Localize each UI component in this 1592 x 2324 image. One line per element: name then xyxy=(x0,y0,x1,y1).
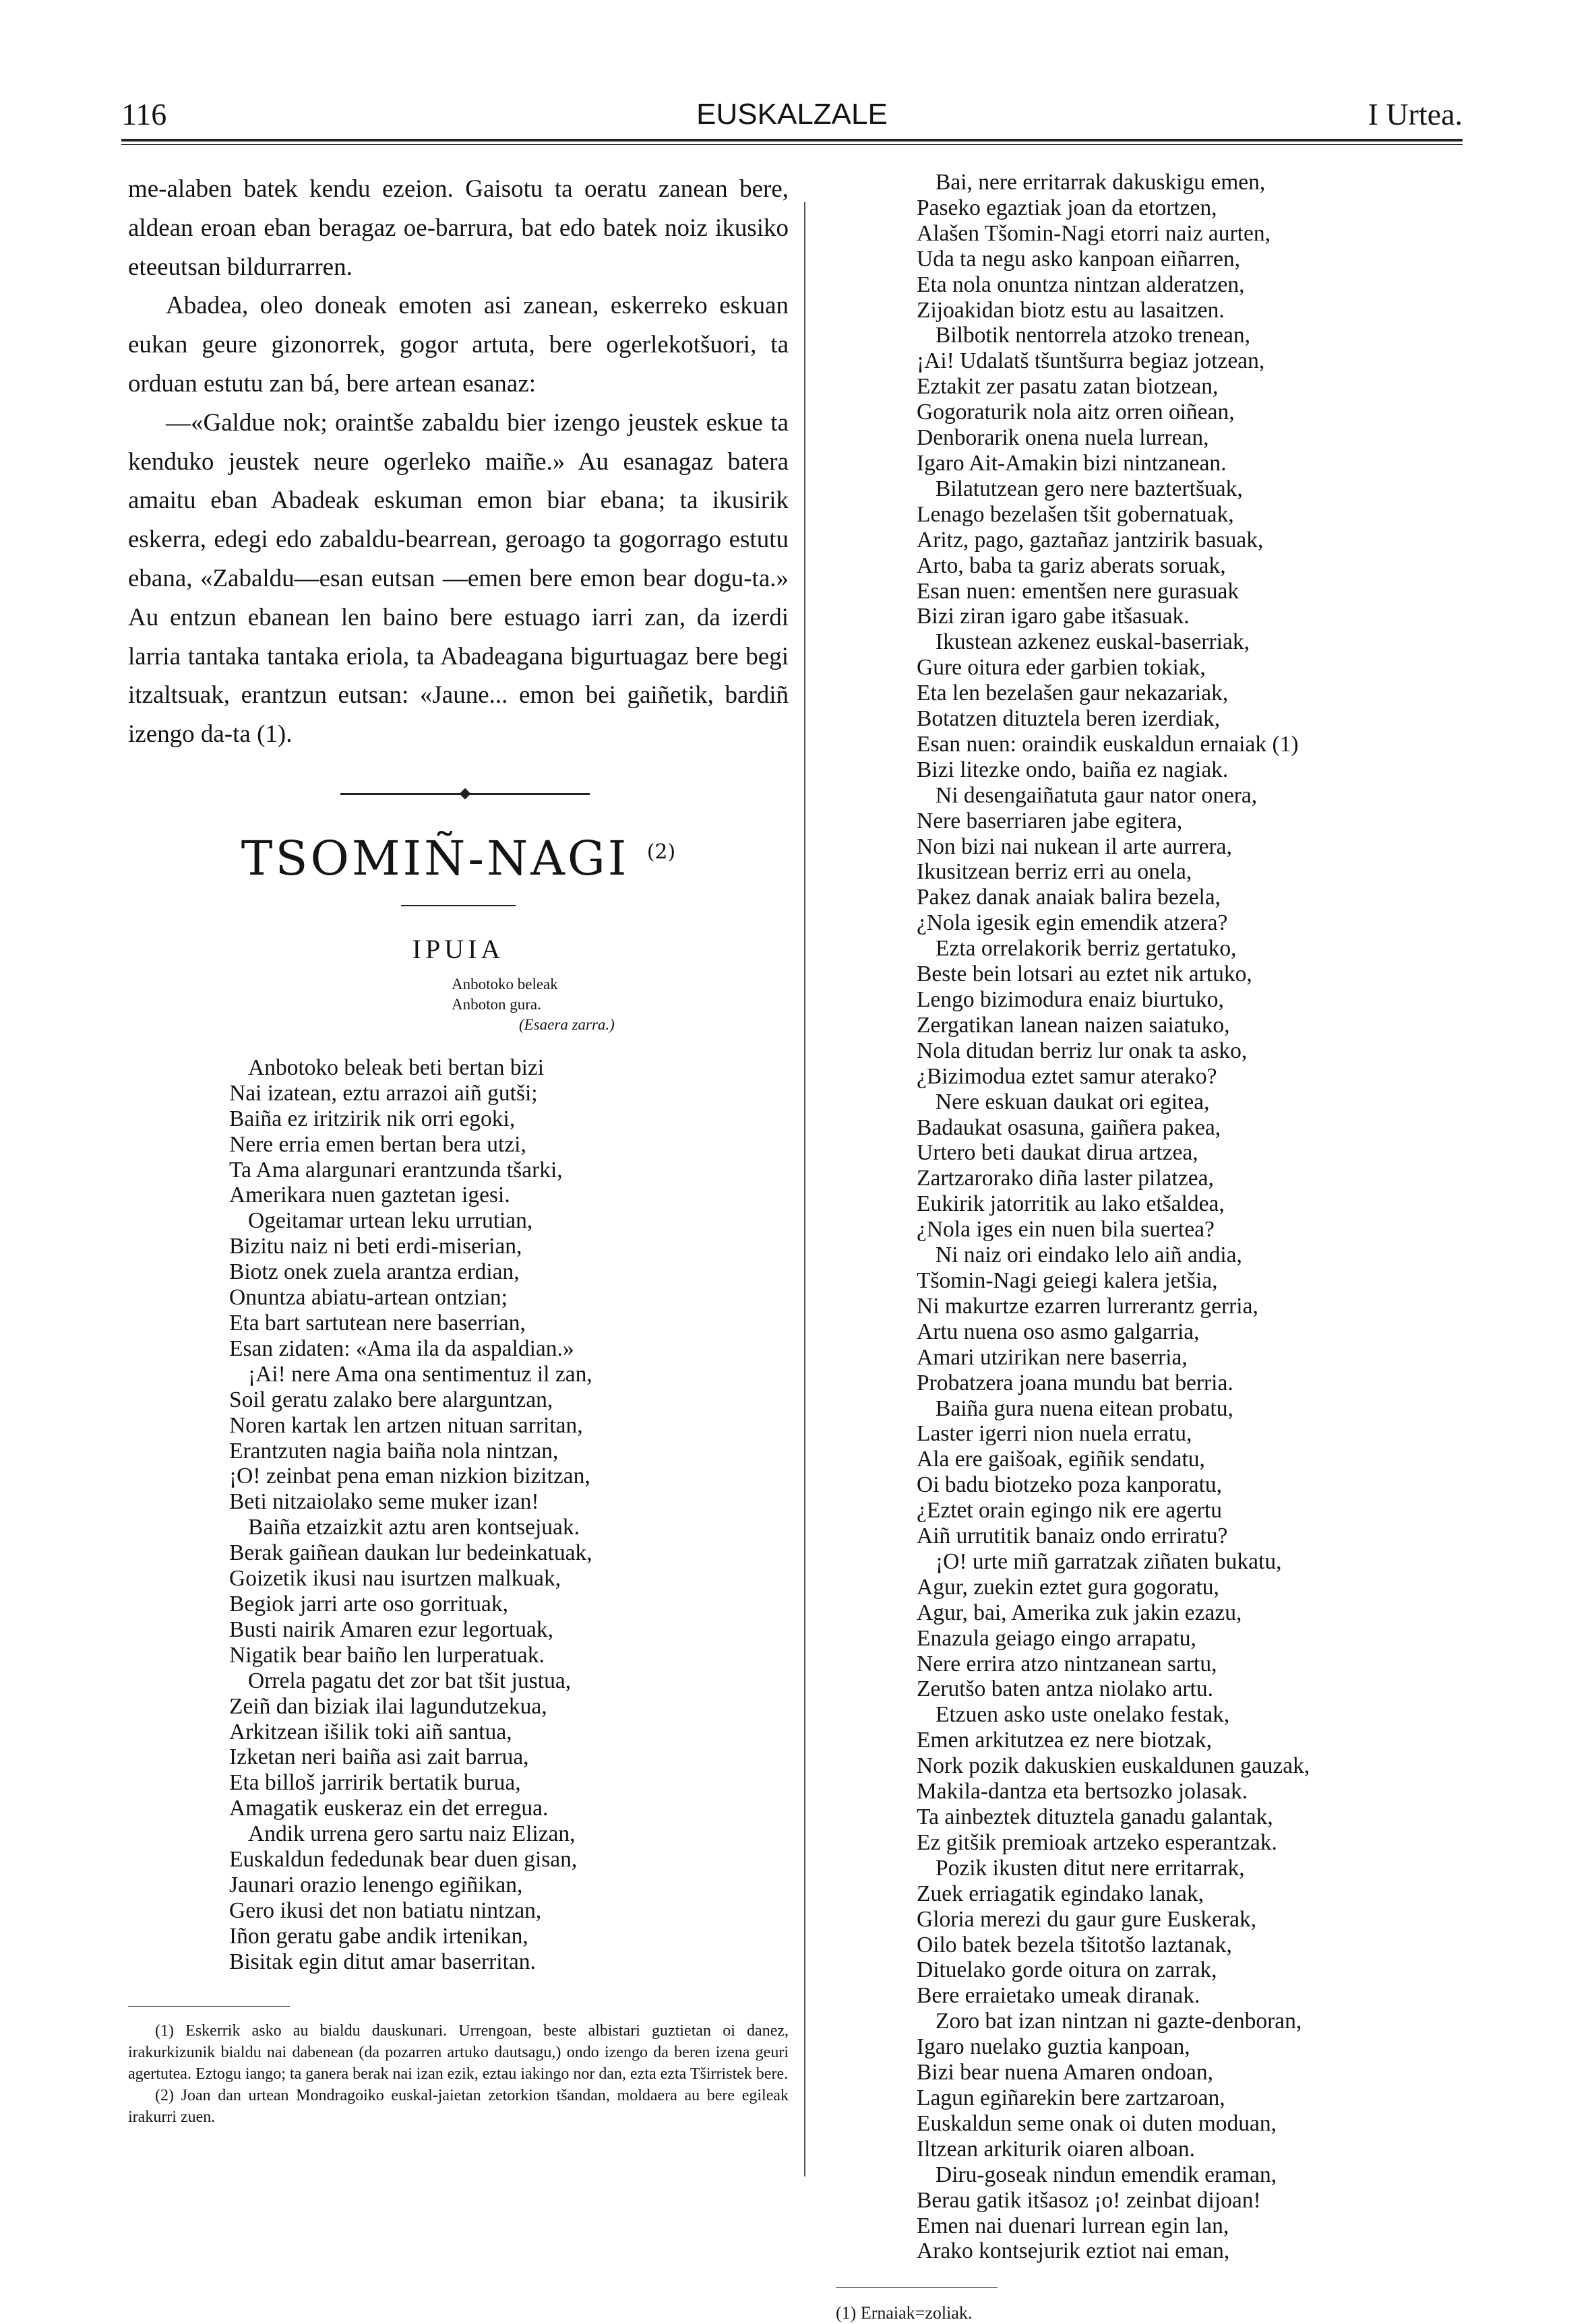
verse-line: Bisitak egin ditut amar baserritan. xyxy=(229,1949,536,1974)
verse-line: Bizi bear nuena Amaren ondoan, xyxy=(917,2060,1213,2085)
verse-line: Eta billoš jarririk bertatik burua, xyxy=(229,1770,521,1796)
verse-line: Izketan neri baiña asi zait barrua, xyxy=(229,1745,529,1770)
verse-line: Anbotoko beleak beti bertan bizi xyxy=(248,1055,545,1080)
verse-line: Igaro nuelako guztia kanpoan, xyxy=(917,2034,1190,2060)
verse-line: ¿Nola igesik egin emendik atzera? xyxy=(917,910,1228,936)
verse-line: Lenago bezelašen tšit gobernatuak, xyxy=(917,501,1234,527)
title-rule xyxy=(401,905,516,906)
verse-line: Agur, zuekin eztet gura gogoratu, xyxy=(917,1574,1219,1600)
verse-line: Non bizi nai nukean il arte aurrera, xyxy=(917,834,1232,859)
poem-subtitle: IPUIA xyxy=(412,933,505,964)
verse-line: Baiña ez iritzirik nik orri egoki, xyxy=(229,1106,516,1131)
verse-line: Berak gaiñean daukan lur bedeinkatuak, xyxy=(229,1540,592,1566)
verse-line: Ta ainbeztek dituztela ganadu galantak, xyxy=(917,1804,1273,1829)
footnote-rule xyxy=(836,2287,998,2288)
verse-line: Urtero beti daukat dirua artzea, xyxy=(917,1140,1198,1166)
verse-line: Esan zidaten: «Ama ila da aspaldian.» xyxy=(229,1336,574,1361)
verse-line: Lengo bizimodura enaiz biurtuko, xyxy=(917,987,1224,1012)
verse-line: Onuntza abiatu-artean ontzian; xyxy=(229,1285,508,1311)
verse-line: Eta bart sartutean nere baserrian, xyxy=(229,1311,526,1336)
verse-line: Emen arkitutzea ez nere biotzak, xyxy=(917,1728,1213,1753)
verse-line: Bizitu naiz ni beti erdi-miserian, xyxy=(229,1234,522,1259)
verse-line: Dituelako gorde oitura on zarrak, xyxy=(917,1957,1217,1983)
verse-line: Zijoakidan biotz estu au lasaitzen. xyxy=(917,297,1225,323)
epigraph xyxy=(452,974,789,1035)
verse-line: Uda ta negu asko kanpoan eiñarren, xyxy=(917,246,1240,272)
verse-line: Ogeitamar urtean leku urrutian, xyxy=(248,1208,533,1234)
verse-line: Jaunari orazio lenengo egiñikan, xyxy=(229,1872,523,1897)
prose-paragraph: Abadea, oleo doneak emoten asi zanean, eskerreko eskuan eukan geure gizonorrek, gogor artuta, bere ogerlekotšuori, ta orduan estutu zan bá, bere artean esanaz: xyxy=(128,292,789,398)
verse-line: Eukirik jatorritik au lako etšaldea, xyxy=(917,1191,1225,1217)
verse-line: Iñon geratu gabe andik irtenikan, xyxy=(229,1923,528,1949)
footnote-rule xyxy=(128,2006,290,2007)
verse-line: Ala ere gaišoak, egiñik sendatu, xyxy=(917,1447,1205,1472)
verse-line: ¡Ai! nere Ama ona sentimentuz il zan, xyxy=(248,1361,592,1387)
verse-line: Igaro Ait-Amakin bizi nintzanean. xyxy=(917,450,1227,476)
verse-line: Pozik ikusten ditut nere erritarrak, xyxy=(936,1855,1245,1881)
verse-line: Gogoraturik nola aitz orren oiñean, xyxy=(917,400,1235,425)
verse-line: Bizi ziran igaro gabe itšasuak. xyxy=(917,604,1190,629)
poem-title-note: (2) xyxy=(646,840,676,864)
verse-line: Noren kartak len artzen nituan sarritan, xyxy=(229,1412,583,1438)
poem-verses-right xyxy=(917,170,1483,2264)
verse-line: Aritz, pago, gaztañaz jantzirik basuak, xyxy=(917,527,1264,553)
verse-line: Diru-goseak nindun emendik eraman, xyxy=(936,2162,1277,2187)
verse-line: Baiña etzaizkit aztu aren kontsejuak. xyxy=(248,1515,580,1540)
verse-line: Oilo batek bezela tšitotšo laztanak, xyxy=(917,1932,1232,1957)
verse-line: Busti nairik Amaren ezur legortuak, xyxy=(229,1616,553,1642)
verse-line: Arako kontsejurik eztiot nai eman, xyxy=(917,2238,1230,2264)
verse-line: Begiok jarri arte oso gorrituak, xyxy=(229,1591,508,1616)
verse-line: Iltzean arkiturik oiaren alboan. xyxy=(917,2136,1195,2162)
verse-line: Gero ikusi det non batiatu nintzan, xyxy=(229,1897,542,1923)
verse-line: Artu nuena oso asmo galgarria, xyxy=(917,1319,1200,1344)
verse-line: Pakez danak anaiak balira bezela, xyxy=(917,885,1221,910)
prose-paragraph: me-alaben batek kendu ezeion. Gaisotu ta oeratu zanean bere, aldean eroan eban beragaz oe-barrura, bat edo batek noiz ikusiko eteeutsan bildurrarren. xyxy=(128,175,789,281)
verse-line: Ez gitšik premioak artzeko esperantzak. xyxy=(917,1829,1277,1855)
verse-line: Ikusitzean berriz erri au onela, xyxy=(917,859,1192,885)
verse-line: Zuek erriagatik egindako lanak, xyxy=(917,1881,1204,1906)
epigraph-line: Anbotoko beleak xyxy=(452,975,558,993)
verse-line: Orrela pagatu det zor bat tšit justua, xyxy=(248,1668,572,1693)
verse-line: ¿Eztet orain egingo nik ere agertu xyxy=(917,1498,1222,1524)
verse-line: Zerutšo baten antza niolako artu. xyxy=(917,1676,1213,1702)
verse-line: Nere eskuan daukat ori egitea, xyxy=(936,1089,1210,1114)
verse-line: Goizetik ikusi nau isurtzen malkuak, xyxy=(229,1566,561,1592)
verse-line: Ikustean azkenez euskal-baserriak, xyxy=(936,629,1250,655)
column-divider xyxy=(804,202,805,2176)
verse-line: Aiñ urrutitik banaiz ondo erriratu? xyxy=(917,1524,1228,1549)
journal-title: EUSKALZALE xyxy=(696,98,888,131)
verse-line: Denborarik onena nuela lurrean, xyxy=(917,425,1209,451)
verse-line: Agur, bai, Amerika zuk jakin ezazu, xyxy=(917,1600,1242,1625)
verse-line: Gure oitura eder garbien tokiak, xyxy=(917,655,1206,681)
verse-line: Emen nai duenari lurrean egin lan, xyxy=(917,2213,1229,2238)
poem-title xyxy=(128,831,789,886)
verse-line: Lagun egiñarekin bere zartzaroan, xyxy=(917,2085,1225,2110)
verse-line: Bere erraietako umeak diranak. xyxy=(917,1983,1200,2009)
footnotes-left xyxy=(128,2020,789,2128)
verse-line: Alašen Tšomin-Nagi etorri naiz aurten, xyxy=(917,220,1270,246)
epigraph-source: (Esaera zarra.) xyxy=(519,1015,615,1033)
verse-line: Ni desengaiñatuta gaur nator onera, xyxy=(936,782,1258,808)
verse-line: Tšomin-Nagi geiegi kalera jetšia, xyxy=(917,1267,1218,1293)
footnote: (1) Eskerrik asko au bialdu dauskunari. Urrengoan, beste albistari guztietan oi danez, irakurkizunik bialdu nai dabenean (da pozarren artuko dautsagu,) ondo izengo da beren izena geuri agertutea. Eztogu iango; ta ganera berak nai izan ezik, eztau iakingo nor dan, ezta ezta Tširristek bere. xyxy=(128,2021,789,2083)
poem-title-text: TSOMIÑ-NAGI xyxy=(241,830,630,886)
verse-line: Etzuen asko uste onelako festak, xyxy=(936,1702,1230,1728)
verse-line: ¡O! zeinbat pena eman nizkion bizitzan, xyxy=(229,1464,590,1489)
verse-line: Zeiñ dan biziak ilai lagundutzekua, xyxy=(229,1693,547,1719)
verse-line: Arto, baba ta gariz aberats soruak, xyxy=(917,553,1226,578)
verse-line: Bilbotik nentorrela atzoko trenean, xyxy=(936,323,1250,348)
verse-line: ¡Ai! Udalatš tšuntšurra begiaz jotzean, xyxy=(917,348,1265,374)
verse-line: Botatzen dituztela beren izerdiak, xyxy=(917,706,1221,732)
running-header xyxy=(121,94,1463,135)
verse-line: Eztakit zer pasatu zatan biotzean, xyxy=(917,374,1219,400)
verse-line: Ezta orrelakorik berriz gertatuko, xyxy=(936,936,1237,962)
verse-line: Erantzuten nagia baiña nola nintzan, xyxy=(229,1438,559,1464)
verse-line: Baiña gura nuena eitean probatu, xyxy=(936,1395,1233,1421)
verse-line: Soil geratu zalako bere alarguntzan, xyxy=(229,1387,553,1412)
verse-line: Eta len bezelašen gaur nekazariak, xyxy=(917,681,1229,706)
verse-line: Bai, nere erritarrak dakuskigu emen, xyxy=(936,170,1266,195)
poem-verses-left xyxy=(229,1055,789,1975)
verse-line: Zartzarorako diña laster pilatzea, xyxy=(917,1166,1214,1191)
verse-line: Euskaldun fededunak bear duen gisan, xyxy=(229,1847,578,1873)
verse-line: Eta nola onuntza nintzan alderatzen, xyxy=(917,272,1245,297)
verse-line: Paseko egaztiak joan da etortzen, xyxy=(917,195,1217,220)
ornament-diamond xyxy=(460,788,471,799)
verse-line: Nere baserriaren jabe egitera, xyxy=(917,808,1183,834)
verse-line: Amagatik euskeraz ein det erregua. xyxy=(229,1796,549,1821)
section-ornament xyxy=(128,781,789,808)
verse-line: Andik urrena gero sartu naiz Elizan, xyxy=(248,1821,576,1847)
prose-text xyxy=(128,170,789,754)
verse-line: Badaukat osasuna, gaiñera pakea, xyxy=(917,1114,1221,1140)
prose-paragraph: —«Galdue nok; oraintše zabaldu bier izengo jeustek eskue ta kenduko jeustek neure ogerleko maiñe.» Au esanagaz batera amaitu eban Abadeak eskuman emon biar ebana; ta ikusirik eskerra, edegi edo zabaldu-bearrean, geroago ta gogorrago estutu ebana, «Zabaldu—esan eutsan —emen bere emon bear dogu-ta.» Au entzun ebanean len baino bere estuago iarri zan, da izerdi larria tantaka tantaka eriola, ta Abadeagana bigurtuagaz bere begi itzaltsuak, erantzun eutsan: «Jaune... emon bei gaiñetik, bardiñ izengo da-ta (1). xyxy=(128,408,789,749)
verse-line: Oi badu biotzeko poza kanporatu, xyxy=(917,1472,1223,1498)
verse-line: Berau gatik itšasoz ¡o! zeinbat dijoan! xyxy=(917,2187,1261,2213)
verse-line: Laster igerri nion nuela erratu, xyxy=(917,1421,1192,1447)
verse-line: Arkitzean išilik toki aiñ santua, xyxy=(229,1719,512,1745)
verse-line: Amari utzirikan nere baserria, xyxy=(917,1344,1188,1370)
page-number: 116 xyxy=(121,97,167,131)
right-column xyxy=(836,170,1483,2324)
verse-line: Gloria merezi du gaur gure Euskerak, xyxy=(917,1906,1257,1932)
verse-line: Zoro bat izan nintzan ni gazte-denboran, xyxy=(936,2009,1302,2034)
verse-line: Beste bein lotsari au eztet nik artuko, xyxy=(917,962,1252,987)
verse-line: Makila-dantza eta bertsozko jolasak. xyxy=(917,1779,1248,1804)
volume-label: I Urtea. xyxy=(1368,97,1463,131)
verse-line: ¡O! urte miñ garratzak ziñaten bukatu, xyxy=(936,1548,1282,1574)
verse-line: Euskaldun seme onak oi duten moduan, xyxy=(917,2110,1277,2136)
verse-line: Bizi litezke ondo, baiña ez nagiak. xyxy=(917,757,1229,782)
verse-line: Nola ditudan berriz lur onak ta asko, xyxy=(917,1038,1248,1063)
verse-line: Ta Ama alargunari erantzunda tšarki, xyxy=(229,1157,563,1183)
verse-line: Esan nuen: ementšen nere gurasuak xyxy=(917,578,1239,604)
verse-line: ¿Bizimodua eztet samur aterako? xyxy=(917,1063,1217,1089)
verse-line: Nai izatean, eztu arrazoi aiñ gutši; xyxy=(229,1080,538,1106)
verse-line: Nork pozik dakuskien euskaldunen gauzak, xyxy=(917,1753,1310,1779)
verse-line: Ni makurtze ezarren lurrerantz gerria, xyxy=(917,1293,1258,1319)
verse-line: Amerikara nuen gaztetan igesi. xyxy=(229,1183,510,1208)
footnote-right: (1) Ernaiak=zoliak. xyxy=(836,2303,973,2323)
verse-line: Zergatikan lanean naizen saiatuko, xyxy=(917,1012,1230,1038)
left-column xyxy=(128,170,789,2128)
footnote: (2) Joan dan urtean Mondragoiko euskal-jaietan zetorkion tšandan, moldaera au bere egileak irakurri zuen. xyxy=(128,2086,789,2126)
verse-line: Nere erria emen bertan bera utzi, xyxy=(229,1131,526,1157)
epigraph-line: Anboton gura. xyxy=(452,995,541,1013)
verse-line: Esan nuen: oraindik euskaldun ernaiak (1) xyxy=(917,731,1299,757)
header-rule-thick xyxy=(121,139,1463,142)
verse-line: Biotz onek zuela arantza erdian, xyxy=(229,1259,520,1285)
verse-line: Bilatutzean gero nere baztertšuak, xyxy=(936,476,1243,501)
verse-line: ¿Nola iges ein nuen bila suertea? xyxy=(917,1217,1215,1243)
verse-line: Enazula geiago eingo arrapatu, xyxy=(917,1625,1196,1651)
verse-line: Nere errira atzo nintzanean sartu, xyxy=(917,1651,1217,1676)
verse-line: Ni naiz ori eindako lelo aiñ andia, xyxy=(936,1243,1242,1268)
verse-line: Probatzera joana mundu bat berria. xyxy=(917,1370,1233,1395)
header-rule-thin xyxy=(121,144,1463,145)
verse-line: Beti nitzaiolako seme muker izan! xyxy=(229,1489,539,1515)
verse-line: Nigatik bear baiño len lurperatuak. xyxy=(229,1642,545,1668)
